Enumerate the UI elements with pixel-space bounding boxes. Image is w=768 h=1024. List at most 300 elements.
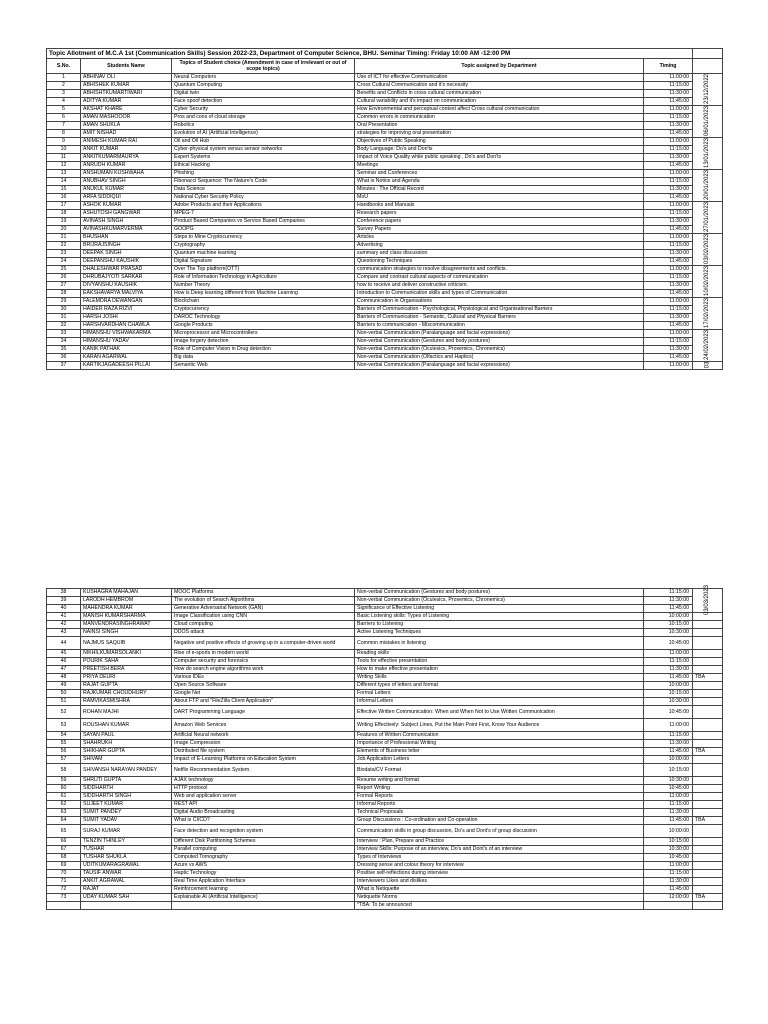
- cell-timing: 11:15:00: [644, 732, 693, 740]
- cell-student-name: ASHUTOSH GANGWAR: [81, 210, 172, 218]
- cell-extra: [693, 658, 723, 666]
- cell-extra: [693, 825, 723, 838]
- cell-student-topic: Steps to Mine Cryptocurrency: [172, 234, 355, 242]
- cell-extra: [693, 682, 723, 690]
- cell-sno: 71: [47, 878, 81, 886]
- cell-student-topic: Negative and positive effects of growing up in a computer-driven world: [172, 637, 355, 650]
- cell-dept-topic: Importance of Professional Writing: [355, 740, 644, 748]
- cell-dept-topic: Writing Skills: [355, 674, 644, 682]
- cell-student-topic: Ethical Hacking: [172, 162, 355, 170]
- cell-student-name: DEEPAK SINGH: [81, 250, 172, 258]
- cell-timing: 11:15:00: [644, 589, 693, 597]
- cell-student-name: AMAN MASHOOOR: [81, 114, 172, 122]
- table-row: [47, 777, 723, 785]
- cell-timing: 10:30:00: [644, 698, 693, 706]
- cell-sno: 68: [47, 854, 81, 862]
- cell-student-name: KUSHAGRA MAHAJAN: [81, 589, 172, 597]
- cell-dept-topic: Dressing sense and colour theory for interview: [355, 862, 644, 870]
- cell-extra: [693, 698, 723, 706]
- cell-student-name: SURAJ KUMAR: [81, 825, 172, 838]
- cell-timing: 11:45:00: [644, 605, 693, 613]
- cell-dept-topic: What is Notice and Agenda: [355, 178, 644, 186]
- cell-dept-topic: communication strategies to resolve disagreements and conflicts.: [355, 266, 644, 274]
- cell-student-topic: DART Programming Language: [172, 706, 355, 719]
- cell-student-name: NAJMUS SAQUIB: [81, 637, 172, 650]
- cell-dept-topic: Barriers to Listening: [355, 621, 644, 629]
- table-row: [47, 258, 723, 266]
- table-row: [47, 194, 723, 202]
- cell-student-name: TUSHAR: [81, 846, 172, 854]
- cell-dept-topic: Interview Skills: Purpose of an interview, Do's and Dont's of an interview: [355, 846, 644, 854]
- cell-dept-topic: How Environmental and perceptual context affect Cross cultural communication: [355, 106, 644, 114]
- cell-timing: 11:00:00: [644, 202, 693, 210]
- cell-sno: 62: [47, 801, 81, 809]
- cell-student-name: MAHENDRA KUMAR: [81, 605, 172, 613]
- cell-timing: 11:00:00: [644, 106, 693, 114]
- cell-sno: 54: [47, 732, 81, 740]
- cell-extra: [693, 756, 723, 764]
- cell-dept-topic: Types of Interviews: [355, 854, 644, 862]
- cell-sno: 40: [47, 605, 81, 613]
- cell-student-topic: Pros and cons of cloud storage: [172, 114, 355, 122]
- cell-extra: [693, 862, 723, 870]
- cell-timing: 11:00:00: [644, 719, 693, 732]
- cell-timing: 11:15:00: [644, 274, 693, 282]
- cell-dept-topic: Seminar and Conferences: [355, 170, 644, 178]
- cell-student-topic: Google Products: [172, 322, 355, 330]
- cell-timing: 12:00:00: [644, 894, 693, 902]
- date-label: 27/01/2023: [704, 201, 711, 233]
- cell-student-topic: Digital twin: [172, 90, 355, 98]
- cell-timing: 11:45:00: [644, 162, 693, 170]
- cell-student-name: PRIYA DEURI: [81, 674, 172, 682]
- cell-student-topic: Artificial Neural network: [172, 732, 355, 740]
- cell-dept-topic: Conference papers: [355, 218, 644, 226]
- table-row: [47, 870, 723, 878]
- cell-sno: 63: [47, 809, 81, 817]
- cell-timing: 10:45:00: [644, 637, 693, 650]
- cell-student-topic: Digital Signature: [172, 258, 355, 266]
- date-label: 03: [703, 361, 710, 369]
- cell-student-topic: DDOS attack: [172, 629, 355, 637]
- cell-sno: 49: [47, 682, 81, 690]
- cell-student-name: SUJEET KUMAR: [81, 801, 172, 809]
- table-row: [47, 170, 723, 178]
- cell-timing: 11:30:00: [644, 122, 693, 130]
- cell-sno: 44: [47, 637, 81, 650]
- table-row: [47, 114, 723, 122]
- cell-sno: 59: [47, 777, 81, 785]
- cell-timing: 11:45:00: [644, 674, 693, 682]
- cell-student-topic: Open Source Software: [172, 682, 355, 690]
- table-row: [47, 719, 723, 732]
- cell-dept-topic: Tools for effective presentation: [355, 658, 644, 666]
- cell-sno: 20: [47, 226, 81, 234]
- cell-dept-topic: Netiquette Norms: [355, 894, 644, 902]
- cell-extra: [693, 785, 723, 793]
- table-row: [47, 138, 723, 146]
- table-row: [47, 202, 723, 210]
- table-row: [47, 82, 723, 90]
- cell-sno: 61: [47, 793, 81, 801]
- cell-timing: 10:00:00: [644, 825, 693, 838]
- cell-student-topic: How do search engine algorithms work: [172, 666, 355, 674]
- table-row: [47, 154, 723, 162]
- cell-timing: 10:45:00: [644, 854, 693, 862]
- cell-sno: 28: [47, 290, 81, 298]
- cell-dept-topic: Compare and contrast cultural aspects of communication: [355, 274, 644, 282]
- footnote: *TBA: To be announced: [355, 902, 644, 910]
- table-row: [47, 74, 723, 82]
- cell-dept-topic: Job Application Letters: [355, 756, 644, 764]
- cell-dept-topic: MoU: [355, 194, 644, 202]
- cell-student-name: SUMIT PANDEY: [81, 809, 172, 817]
- cell-student-name: ABHISHEK KUMAR: [81, 82, 172, 90]
- cell-dept-topic: Cross Cultural Communication and it's necessity: [355, 82, 644, 90]
- cell-sno: 34: [47, 338, 81, 346]
- cell-timing: 11:15:00: [644, 870, 693, 878]
- cell-timing: 10:45:00: [644, 785, 693, 793]
- cell-sno: 66: [47, 838, 81, 846]
- table-row: [47, 846, 723, 854]
- header-dept: Topic assigned by Department: [355, 59, 644, 74]
- cell-dept-topic: Meetings: [355, 162, 644, 170]
- table-row: [47, 146, 723, 154]
- sheet-title: Topic Allotment of M.C.A 1st (Communication Skills) Session 2022-23, Department of Computer Science, BHU. Seminar Timing: Friday 10:00 AM -12:00 PM: [47, 49, 693, 59]
- cell-student-name: ADITYA KUMAR: [81, 98, 172, 106]
- cell-timing: 11:45:00: [644, 748, 693, 756]
- date-label: 23/12/2022: [704, 73, 711, 105]
- date-label: 10/02/2023: [704, 265, 711, 297]
- table-row: [47, 690, 723, 698]
- cell-dept-topic: Communication in Organisations: [355, 298, 644, 306]
- cell-extra: [693, 801, 723, 809]
- cell-sno: 9: [47, 138, 81, 146]
- cell-student-topic: Computed Tomography: [172, 854, 355, 862]
- cell-student-name: SHIVANSH NARAYAN PANDEY: [81, 764, 172, 777]
- cell-student-topic: Role of Computer Vision in Drug detection: [172, 346, 355, 354]
- cell-sno: 48: [47, 674, 81, 682]
- cell-student-topic: Amazon Web Services: [172, 719, 355, 732]
- cell-dept-topic: Common mistakes in listening: [355, 637, 644, 650]
- cell-student-topic: Real Time Application Interface: [172, 878, 355, 886]
- cell-dept-topic: Handbooks and Manuals: [355, 202, 644, 210]
- cell-dept-topic: Technical Proposals: [355, 809, 644, 817]
- cell-student-topic: Cryptocurrency: [172, 306, 355, 314]
- table-row: [47, 290, 723, 298]
- cell-dept-topic: Effective Written Communication: When and When Not to Use Written Communication: [355, 706, 644, 719]
- cell-student-name: HARSH JOSHI: [81, 314, 172, 322]
- table-row: [47, 658, 723, 666]
- cell-dept-topic: Non-verbal Communication (Gestures and body postures): [355, 589, 644, 597]
- table-row: [47, 242, 723, 250]
- cell-student-topic: Explainable AI (Artificial Intelligence): [172, 894, 355, 902]
- cell-dept-topic: Writing Effectively: Subject Lines, Put the Main Point First, Know Your Audience: [355, 719, 644, 732]
- cell-sno: 18: [47, 210, 81, 218]
- cell-dept-topic: summary and class discussion: [355, 250, 644, 258]
- cell-extra: [693, 886, 723, 894]
- cell-dept-topic: Informal Letters: [355, 698, 644, 706]
- table-row: [47, 266, 723, 274]
- cell-student-name: BRIJRAJSINGH: [81, 242, 172, 250]
- cell-student-name: ANUKUL KUMAR: [81, 186, 172, 194]
- cell-timing: 11:45:00: [644, 886, 693, 894]
- cell-student-topic: Cyber-physical system versus sensor networks: [172, 146, 355, 154]
- table-row: [47, 234, 723, 242]
- table-row: [47, 106, 723, 114]
- cell-dept-topic: Research papers: [355, 210, 644, 218]
- table-row: [47, 597, 723, 605]
- cell-sno: 6: [47, 114, 81, 122]
- cell-student-name: DHALESHWAR PRASAD: [81, 266, 172, 274]
- cell-dept-topic: Communication skills in group discussion, Do's and Dont's of group discussion: [355, 825, 644, 838]
- table-row: [47, 130, 723, 138]
- cell-timing: 11:30:00: [644, 346, 693, 354]
- cell-timing: 11:15:00: [644, 210, 693, 218]
- cell-student-topic: Data Science: [172, 186, 355, 194]
- cell-dept-topic: Cultural variability and it's impact on communication: [355, 98, 644, 106]
- cell-student-name: RAJAT: [81, 886, 172, 894]
- cell-student-topic: Azure vs AWS: [172, 862, 355, 870]
- cell-student-topic: AJAX technology: [172, 777, 355, 785]
- cell-sno: 14: [47, 178, 81, 186]
- cell-student-name: AVINASHKUMARVERMA: [81, 226, 172, 234]
- cell-timing: 11:15:00: [644, 338, 693, 346]
- cell-student-name: KARTIKJAGADEESH PILLAI: [81, 362, 172, 370]
- table-row: [47, 306, 723, 314]
- cell-student-name: LARODH HEMBROM: [81, 597, 172, 605]
- cell-student-name: UDAY KUMAR SAH: [81, 894, 172, 902]
- cell-sno: 5: [47, 106, 81, 114]
- cell-timing: 10:30:00: [644, 777, 693, 785]
- table-row: [47, 764, 723, 777]
- cell-sno: 22: [47, 242, 81, 250]
- cell-timing: 11:15:00: [644, 146, 693, 154]
- cell-sno: 29: [47, 298, 81, 306]
- cell-extra: [693, 706, 723, 719]
- table-row: [47, 210, 723, 218]
- cell-timing: 10:15:00: [644, 621, 693, 629]
- cell-dept-topic: Survey Papers: [355, 226, 644, 234]
- cell-sno: 3: [47, 90, 81, 98]
- cell-dept-topic: Non-verbal Communication (Paralanguage and facial expressions): [355, 330, 644, 338]
- cell-dept-topic: Elements of Business letter: [355, 748, 644, 756]
- cell-timing: 11:15:00: [644, 178, 693, 186]
- table-row: [47, 122, 723, 130]
- table-row: [47, 250, 723, 258]
- cell-sno: 21: [47, 234, 81, 242]
- cell-student-topic: Image Classification using CNN: [172, 613, 355, 621]
- cell-timing: 11:30:00: [644, 878, 693, 886]
- cell-student-topic: Quantum machine learning: [172, 250, 355, 258]
- cell-student-name: HIMANSHU VISHWAKARMA: [81, 330, 172, 338]
- cell-dept-topic: Formal Reports: [355, 793, 644, 801]
- cell-sno: 23: [47, 250, 81, 258]
- cell-student-name: NAINSI SINGH: [81, 629, 172, 637]
- table-row: [47, 637, 723, 650]
- cell-dept-topic: Articles: [355, 234, 644, 242]
- title-row: [47, 49, 723, 59]
- cell-student-name: SHRUTI GUPTA: [81, 777, 172, 785]
- table-row: [47, 854, 723, 862]
- table-row: [47, 878, 723, 886]
- cell-timing: 10:45:00: [644, 706, 693, 719]
- cell-sno: 25: [47, 266, 81, 274]
- cell-student-name: DEEPANSHU KAUSHIK: [81, 258, 172, 266]
- cell-sno: 11: [47, 154, 81, 162]
- cell-sno: 32: [47, 322, 81, 330]
- cell-timing: 11:45:00: [644, 817, 693, 825]
- cell-extra: [693, 878, 723, 886]
- cell-sno: 52: [47, 706, 81, 719]
- cell-sno: 38: [47, 589, 81, 597]
- date-label: 24/02/2023: [704, 329, 711, 361]
- cell-student-name: SIDDHARTH SINGH: [81, 793, 172, 801]
- cell-student-topic: Neural Computers: [172, 74, 355, 82]
- cell-sno: 50: [47, 690, 81, 698]
- cell-student-name: ANRUDH KUMAR: [81, 162, 172, 170]
- cell-sno: 30: [47, 306, 81, 314]
- cell-timing: 11:45:00: [644, 98, 693, 106]
- table-row: [47, 666, 723, 674]
- cell-student-topic: Product Based Companies vs Service Based Companies: [172, 218, 355, 226]
- cell-timing: 11:00:00: [644, 793, 693, 801]
- cell-dept-topic: Minutes : The Official Record: [355, 186, 644, 194]
- cell-timing: 11:30:00: [644, 218, 693, 226]
- cell-dept-topic: Non-verbal Communication (Oculesics, Proxemics, Chronemics): [355, 346, 644, 354]
- cell-student-name: MANVENDRASINGHRAWAT: [81, 621, 172, 629]
- cell-sno: 70: [47, 870, 81, 878]
- cell-student-topic: National Cyber Security Policy: [172, 194, 355, 202]
- cell-student-name: NIKHILKUMARSOLANKI: [81, 650, 172, 658]
- table-row: [47, 362, 723, 370]
- table-row: [47, 354, 723, 362]
- cell-student-topic: Image forgery detection: [172, 338, 355, 346]
- table-row: [47, 274, 723, 282]
- cell-dept-topic: Basic Listening skills: Types of Listening: [355, 613, 644, 621]
- cell-student-topic: Robotics: [172, 122, 355, 130]
- cell-student-topic: HTTP protocol: [172, 785, 355, 793]
- cell-extra: [693, 777, 723, 785]
- cell-dept-topic: Active Listening Techniques: [355, 629, 644, 637]
- allotment-table-part2: [46, 588, 723, 910]
- cell-dept-topic: how to receive and deliver constructive criticism.: [355, 282, 644, 290]
- cell-timing: 11:30:00: [644, 154, 693, 162]
- table-row: [47, 809, 723, 817]
- cell-timing: 11:45:00: [644, 322, 693, 330]
- date-label: 20/01/2023: [704, 169, 711, 201]
- cell-student-name: TAUSIF ANWAR: [81, 870, 172, 878]
- cell-extra: [693, 650, 723, 658]
- cell-student-topic: Expert Systems: [172, 154, 355, 162]
- table-row: [47, 605, 723, 613]
- cell-sno: 19: [47, 218, 81, 226]
- cell-timing: 11:45:00: [644, 130, 693, 138]
- cell-student-name: ANKIT KUMAR: [81, 146, 172, 154]
- cell-student-topic: About FTP and "FileZilla Client Application": [172, 698, 355, 706]
- cell-student-topic: Distributed file system: [172, 748, 355, 756]
- cell-sno: 58: [47, 764, 81, 777]
- table-row: [47, 748, 723, 756]
- cell-dept-topic: Non-verbal Communication (Gestures and body postures): [355, 338, 644, 346]
- table-row: [47, 706, 723, 719]
- cell-timing: 11:00:00: [644, 298, 693, 306]
- cell-student-name: UDITKUMARAGRAWAL: [81, 862, 172, 870]
- cell-dept-topic: Body Language: Do's and Don'ts: [355, 146, 644, 154]
- cell-student-topic: Digital Audio Broadcasting: [172, 809, 355, 817]
- cell-student-name: ABHINAV OLI: [81, 74, 172, 82]
- cell-student-name: AMAN SHUKLA: [81, 122, 172, 130]
- cell-sno: 43: [47, 629, 81, 637]
- cell-extra: TBA: [693, 748, 723, 756]
- cell-dept-topic: Formal Letters: [355, 690, 644, 698]
- cell-timing: 11:00:00: [644, 74, 693, 82]
- table-row: [47, 621, 723, 629]
- table-row: [47, 178, 723, 186]
- cell-timing: 11:15:00: [644, 801, 693, 809]
- table-row: [47, 732, 723, 740]
- cell-sno: 10: [47, 146, 81, 154]
- cell-dept-topic: Biodata/CV Format: [355, 764, 644, 777]
- cell-timing: 11:30:00: [644, 740, 693, 748]
- cell-student-name: ANKIT AGRAWAL: [81, 878, 172, 886]
- cell-timing: 11:00:00: [644, 362, 693, 370]
- table-row: [47, 862, 723, 870]
- cell-extra: [693, 740, 723, 748]
- cell-timing: 11:00:00: [644, 650, 693, 658]
- cell-dept-topic: Report Writing: [355, 785, 644, 793]
- cell-student-topic: The evolution of Search Algorithms: [172, 597, 355, 605]
- cell-timing: 11:30:00: [644, 250, 693, 258]
- table-row: [47, 629, 723, 637]
- table-row: [47, 838, 723, 846]
- cell-dept-topic: Barriers to communication - Miscommunication: [355, 322, 644, 330]
- cell-timing: 11:30:00: [644, 597, 693, 605]
- cell-student-topic: Cryptography: [172, 242, 355, 250]
- cell-timing: 10:00:00: [644, 682, 693, 690]
- cell-dept-topic: Non-verbal Communication (Olfactics and Haptics): [355, 354, 644, 362]
- cell-dept-topic: Advertising: [355, 242, 644, 250]
- cell-dept-topic: Non-verbal Communication (Oculesics, Proxemics, Chronemics): [355, 597, 644, 605]
- cell-sno: 42: [47, 621, 81, 629]
- cell-timing: 11:30:00: [644, 186, 693, 194]
- cell-student-topic: Rise of e-sports in modern world: [172, 650, 355, 658]
- table-row: [47, 330, 723, 338]
- cell-student-name: ANSHUMAN KUSHWAHA: [81, 170, 172, 178]
- table-row: [47, 226, 723, 234]
- cell-dept-topic: Reading skills: [355, 650, 644, 658]
- cell-sno: 36: [47, 354, 81, 362]
- cell-student-name: KARAN AGARWAL: [81, 354, 172, 362]
- cell-extra: [693, 732, 723, 740]
- cell-student-name: RAJAT GUPTA: [81, 682, 172, 690]
- cell-student-topic: How is Deep learning different from Machine Learning: [172, 290, 355, 298]
- cell-sno: 7: [47, 122, 81, 130]
- cell-timing: 10:30:00: [644, 846, 693, 854]
- cell-timing: 10:30:00: [644, 629, 693, 637]
- cell-dept-topic: Impact of Voice Quality while public speaking , Do's and Don'ts: [355, 154, 644, 162]
- cell-extra: [693, 621, 723, 629]
- allotment-table-part1: [46, 48, 723, 370]
- cell-sno: 41: [47, 613, 81, 621]
- cell-student-topic: Haptic Technology: [172, 870, 355, 878]
- table-row: [47, 162, 723, 170]
- cell-timing: 10:15:00: [644, 838, 693, 846]
- cell-sno: 4: [47, 98, 81, 106]
- cell-sno: 46: [47, 658, 81, 666]
- cell-dept-topic: Benefits and Conflicts in cross cultural communication: [355, 90, 644, 98]
- cell-sno: 2: [47, 82, 81, 90]
